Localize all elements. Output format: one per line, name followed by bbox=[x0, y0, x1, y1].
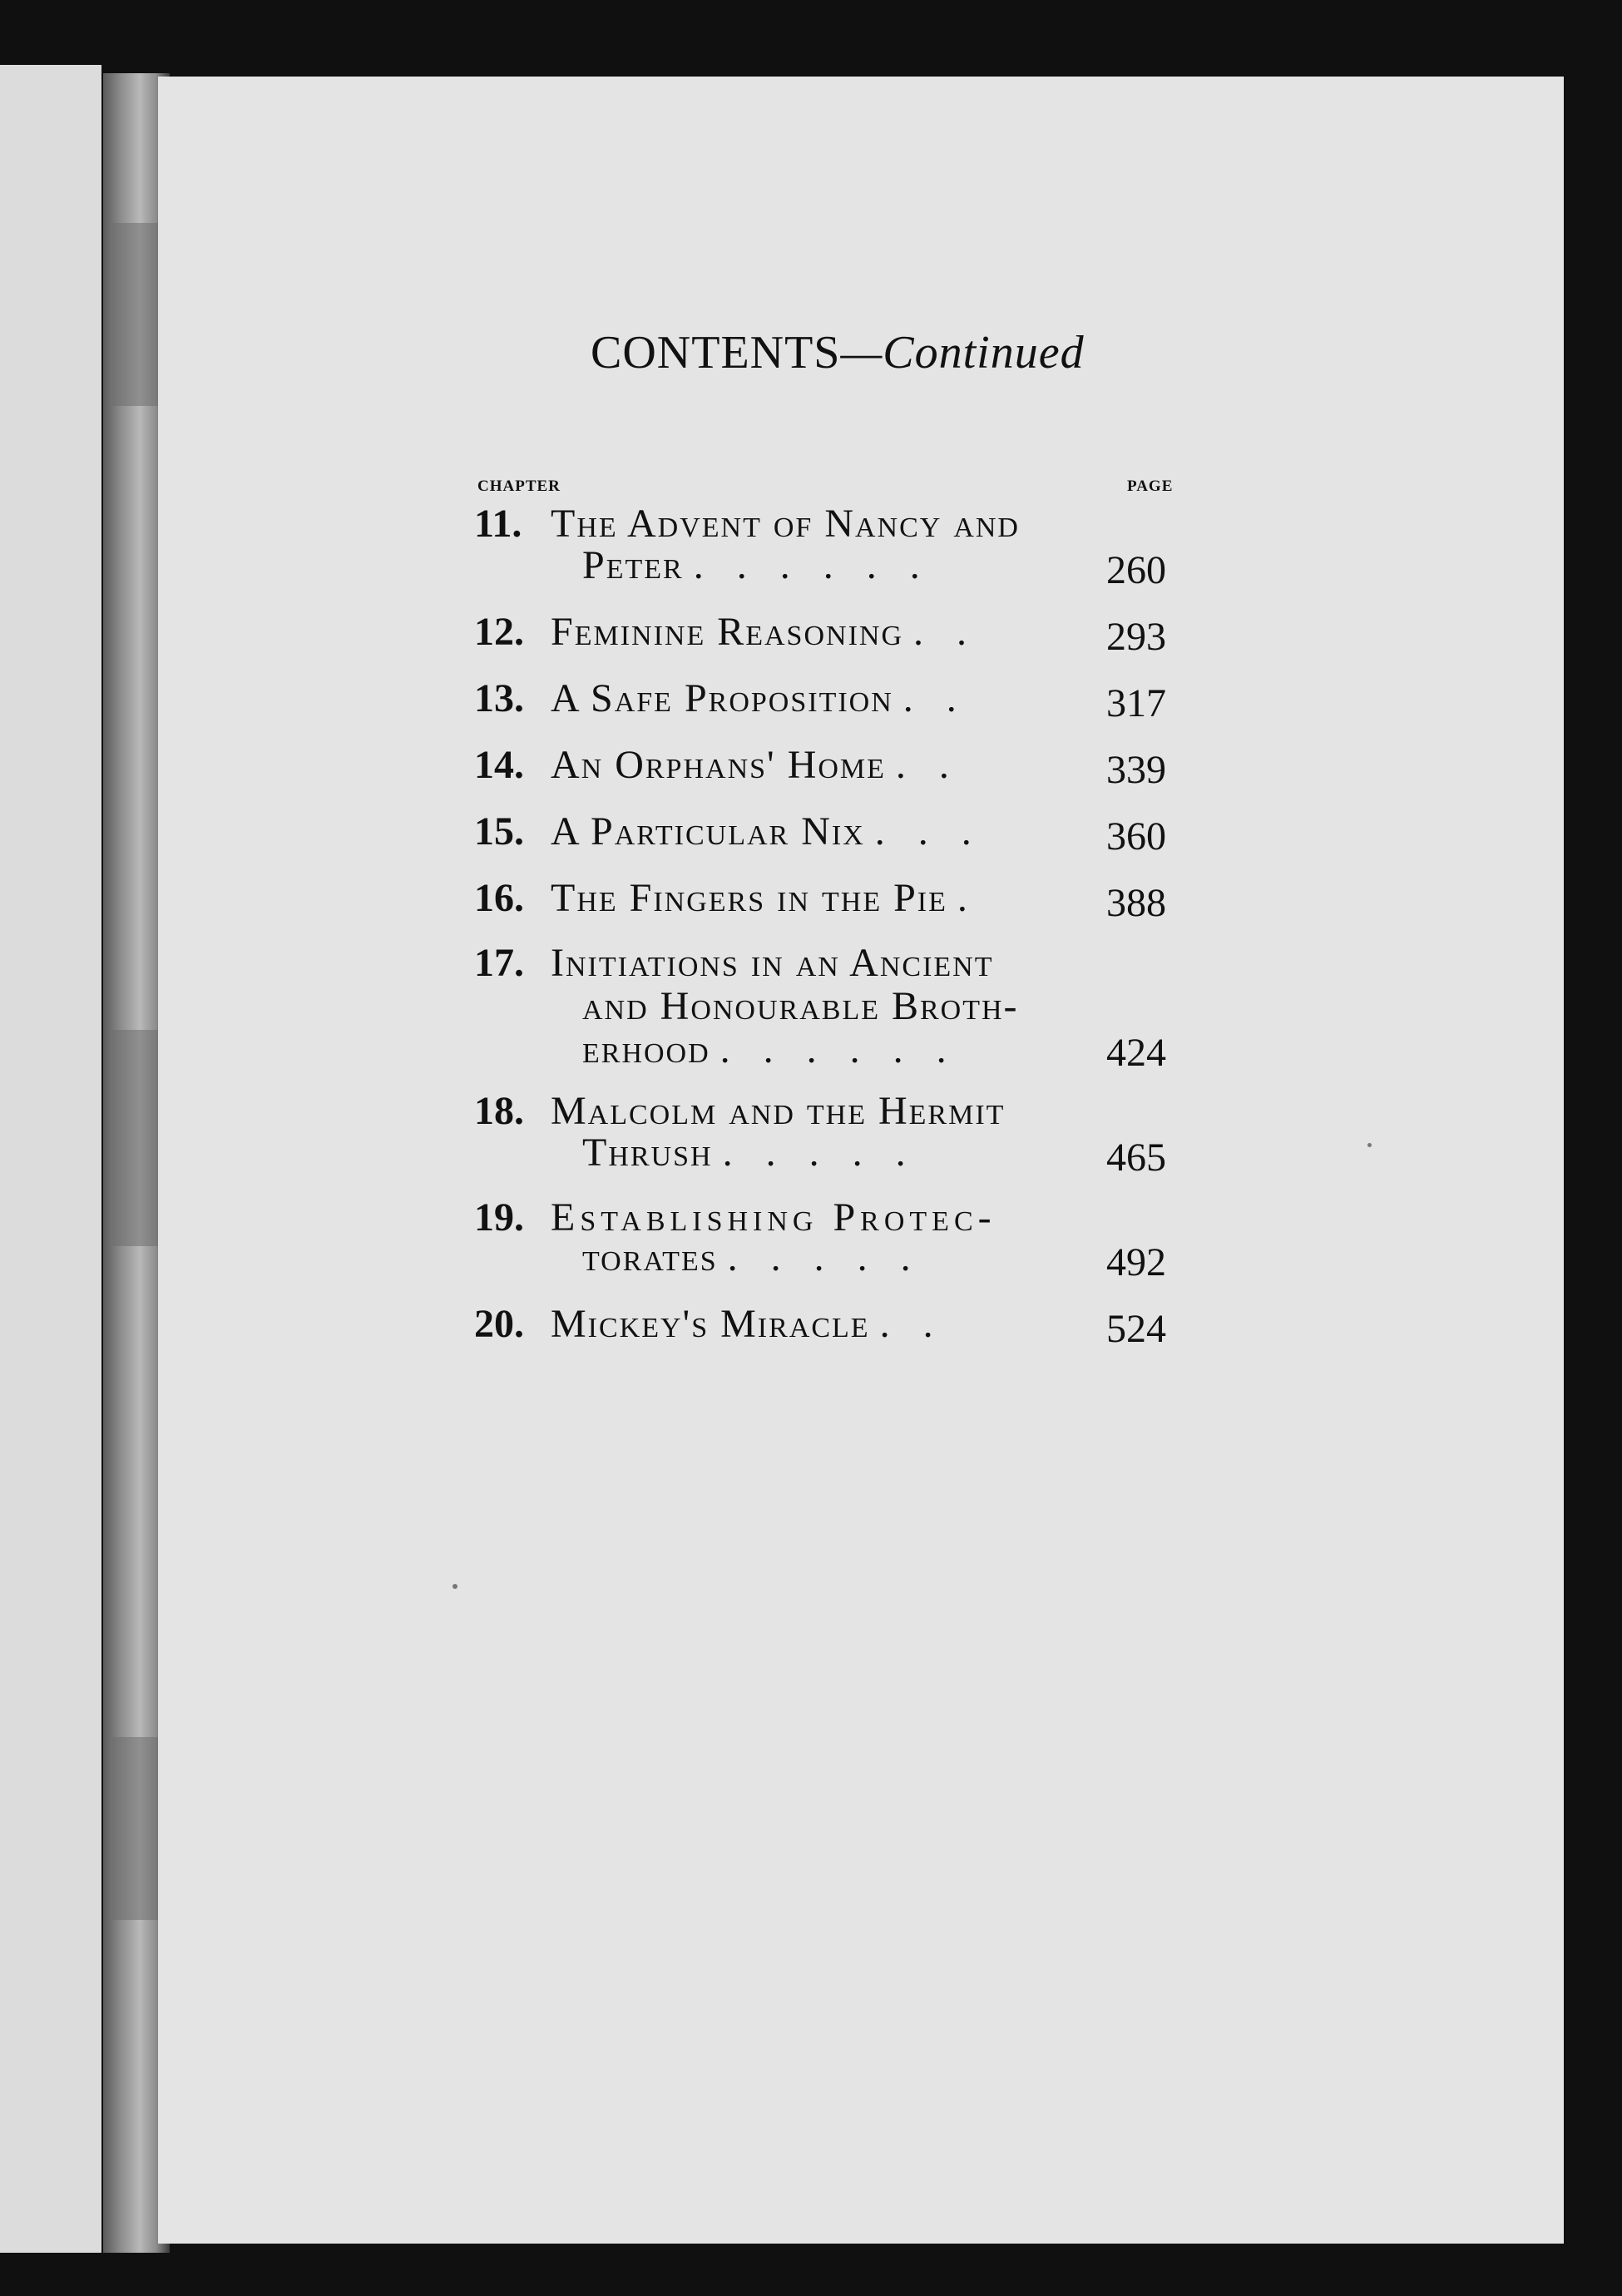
chapter-title-text: Establishing Protec- bbox=[551, 1195, 996, 1240]
chapter-title-line bbox=[551, 742, 961, 788]
chapter-title-text: and Honourable Broth- bbox=[582, 984, 1019, 1028]
chapter-title-line bbox=[551, 940, 994, 986]
gutter-shadow bbox=[111, 1737, 161, 1920]
chapter-number: 19. bbox=[474, 1195, 524, 1240]
chapter-title-line bbox=[551, 1088, 1005, 1134]
page-number: 339 bbox=[1106, 748, 1166, 792]
leader-dots: . . bbox=[879, 1302, 945, 1346]
toc-title-suffix: —Continued bbox=[840, 327, 1085, 379]
page-column-header: PAGE bbox=[1127, 478, 1174, 495]
chapter-title-text: An Orphans' Home bbox=[551, 743, 886, 787]
chapter-title-text: The Fingers in the Pie bbox=[551, 876, 947, 920]
page-number: 492 bbox=[1106, 1240, 1166, 1284]
page-number: 293 bbox=[1106, 615, 1166, 659]
chapter-title-text: Malcolm and the Hermit bbox=[551, 1089, 1006, 1133]
chapter-title-line bbox=[582, 1235, 922, 1280]
toc-title bbox=[591, 326, 1256, 379]
chapter-title-line bbox=[582, 1027, 958, 1072]
chapter-number: 20. bbox=[474, 1302, 524, 1346]
page-number: 388 bbox=[1106, 881, 1166, 925]
chapter-title-text: torates bbox=[582, 1235, 718, 1279]
chapter-number: 17. bbox=[474, 941, 524, 985]
chapter-title-text: Feminine Reasoning bbox=[551, 610, 903, 654]
chapter-number: 15. bbox=[474, 809, 524, 854]
chapter-number: 12. bbox=[474, 610, 524, 654]
page-number: 465 bbox=[1106, 1136, 1166, 1180]
facing-page-edge bbox=[0, 65, 101, 2253]
chapter-title-line bbox=[551, 809, 983, 854]
table-of-contents bbox=[316, 77, 1622, 1374]
leader-dots: . . . . . . bbox=[693, 543, 932, 587]
chapter-title-text: A Particular Nix bbox=[551, 809, 865, 854]
chapter-title-line bbox=[551, 1301, 945, 1347]
toc-title-main: CONTENTS bbox=[591, 327, 841, 379]
chapter-title-text: Thrush bbox=[582, 1131, 713, 1175]
chapter-title-text: A Safe Proposition bbox=[551, 676, 893, 720]
chapter-number: 18. bbox=[474, 1089, 524, 1133]
page-number: 360 bbox=[1106, 814, 1166, 859]
chapter-title-line bbox=[551, 675, 968, 721]
page-number: 317 bbox=[1106, 681, 1166, 725]
gutter-shadow bbox=[111, 1030, 161, 1246]
chapter-title-text: erhood bbox=[582, 1027, 710, 1071]
chapter-title-line bbox=[551, 501, 1020, 547]
chapter-title-line bbox=[551, 1195, 996, 1240]
page-number: 424 bbox=[1106, 1031, 1166, 1075]
chapter-title-line bbox=[551, 609, 978, 655]
chapter-title-line bbox=[551, 875, 979, 921]
chapter-title-text: Initiations in an Ancient bbox=[551, 941, 994, 985]
leader-dots: . bbox=[957, 876, 979, 920]
gutter-shadow bbox=[111, 223, 161, 406]
leader-dots: . . . . . bbox=[727, 1235, 922, 1279]
book-page bbox=[158, 77, 1564, 2244]
leader-dots: . . bbox=[913, 610, 978, 654]
leader-dots: . . bbox=[895, 743, 961, 787]
chapter-title-line bbox=[582, 542, 932, 588]
chapter-number: 16. bbox=[474, 876, 524, 920]
chapter-column-header: CHAPTER bbox=[477, 478, 561, 495]
leader-dots: . . . . . . bbox=[720, 1027, 958, 1071]
chapter-number: 11. bbox=[474, 502, 522, 546]
chapter-number: 13. bbox=[474, 676, 524, 720]
chapter-title-text: Mickey's Miracle bbox=[551, 1302, 870, 1346]
leader-dots: . . bbox=[902, 676, 968, 720]
page-number: 260 bbox=[1106, 548, 1166, 592]
chapter-title-text: The Advent of Nancy and bbox=[551, 502, 1020, 546]
chapter-title-line bbox=[582, 983, 1019, 1029]
chapter-title-line bbox=[582, 1130, 917, 1175]
leader-dots: . . . bbox=[874, 809, 983, 854]
chapter-title-text: Peter bbox=[582, 543, 684, 587]
chapter-number: 14. bbox=[474, 743, 524, 787]
paper-speck bbox=[452, 1584, 457, 1589]
leader-dots: . . . . . bbox=[722, 1131, 917, 1175]
page-number: 524 bbox=[1106, 1307, 1166, 1351]
